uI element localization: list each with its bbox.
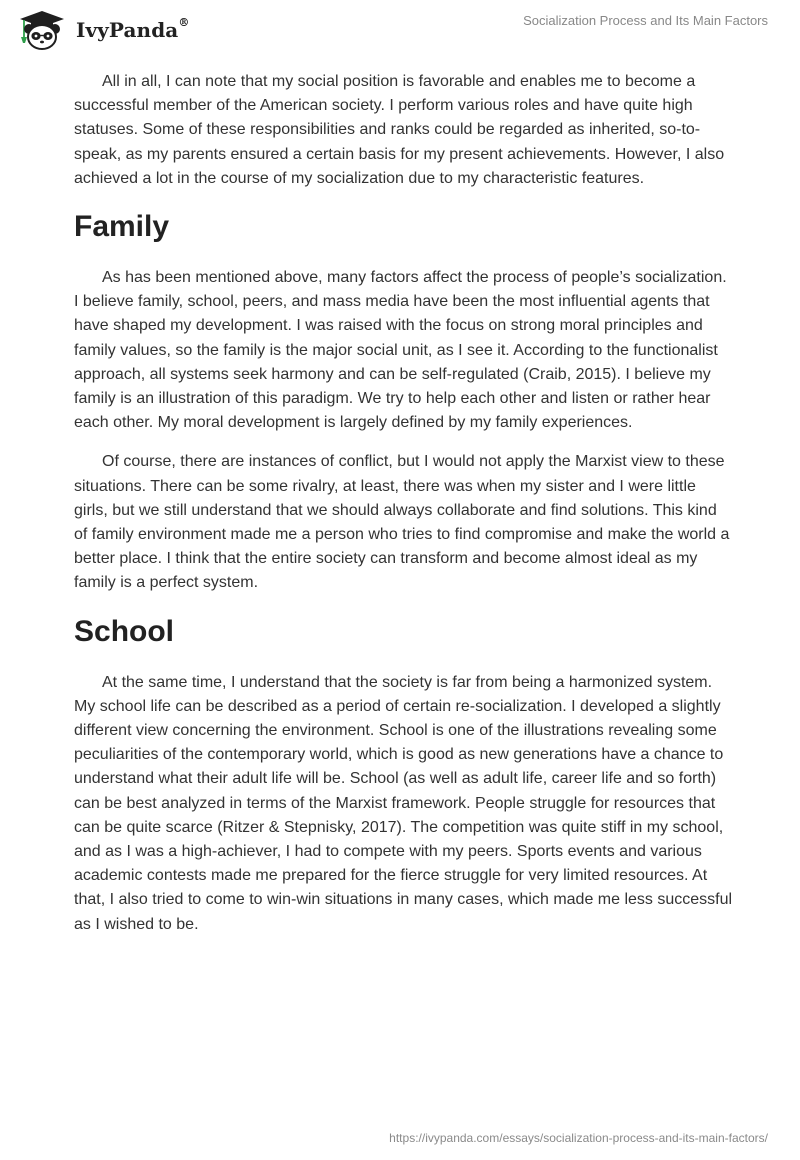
- section-heading-family: Family: [74, 210, 170, 244]
- family-paragraph-2: Of course, there are instances of conflict, but I would not apply the Marxist view to these situations. There can be some rivalry, at least, there was when my sister and I were little girls, but we still understand that we should always collaborate and find solutions. This kind of family environment made me a person who tries to find compromise and make the world a better place. I think that the entire society can transform and become almost ideal as my family is a perfect system.: [74, 453, 730, 592]
- school-paragraph-1: At the same time, I understand that the society is far from being a harmonized system. My school life can be described as a period of certain re-socialization. I developed a slightly different view concerning the environment. School is one of the illustrations revealing some peculiarities of the contemporary world, which is good as new generations have a chance to understand what their adult life will be. School (as well as adult life, career life and so forth) can be best analyzed in terms of the Marxist framework. People struggle for resources that can be quite scarce (Ritzer & Stepnisky, 2017). The competition was quite stiff in my school, and as I was a high-achiever, I had to compete with my peers. Sports events and various academic contests made me prepared for the fierce struggle for very limited resources. At that, I also tried to come to win-win situations in many cases, which made me less successful as I wished to be.: [74, 673, 733, 933]
- panda-graduate-icon: [14, 9, 70, 51]
- family-paragraph-1: As has been mentioned above, many factors affect the process of people’s socialization. I believe family, school, peers, and mass media have been the most influential agents that have shaped my development. I was raised with the focus on strong moral principles and family values, so the family is the major social unit, as I see it. According to the functionalist approach, all systems seek harmony and can be self-regulated (Craib, 2015). I believe my family is an illustration of this paradigm. We try to help each other and listen or rather hear each other. My moral development is largely defined by my family experiences.: [74, 269, 727, 432]
- brand-name: [76, 18, 189, 42]
- brand-logo[interactable]: [14, 8, 189, 52]
- document-title: Socialization Process and Its Main Factors: [523, 13, 768, 28]
- brand-name-text: IvyPanda: [76, 18, 179, 42]
- source-url[interactable]: https://ivypanda.com/essays/socialization-process-and-its-main-factors/: [389, 1131, 768, 1145]
- registered-mark: ®: [178, 16, 190, 30]
- essay-content: [74, 70, 734, 952]
- intro-paragraph: All in all, I can note that my social position is favorable and enables me to become a successful member of the American society. I perform various roles and have quite high statuses. Some of these responsibilities and ranks could be regarded as inherited, so-to-speak, as my parents ensured a certain basis for my present achievements. However, I also achieved a lot in the course of my socialization due to my characteristic features.: [74, 73, 725, 187]
- page-header: [0, 0, 800, 60]
- section-heading-school: School: [74, 614, 175, 648]
